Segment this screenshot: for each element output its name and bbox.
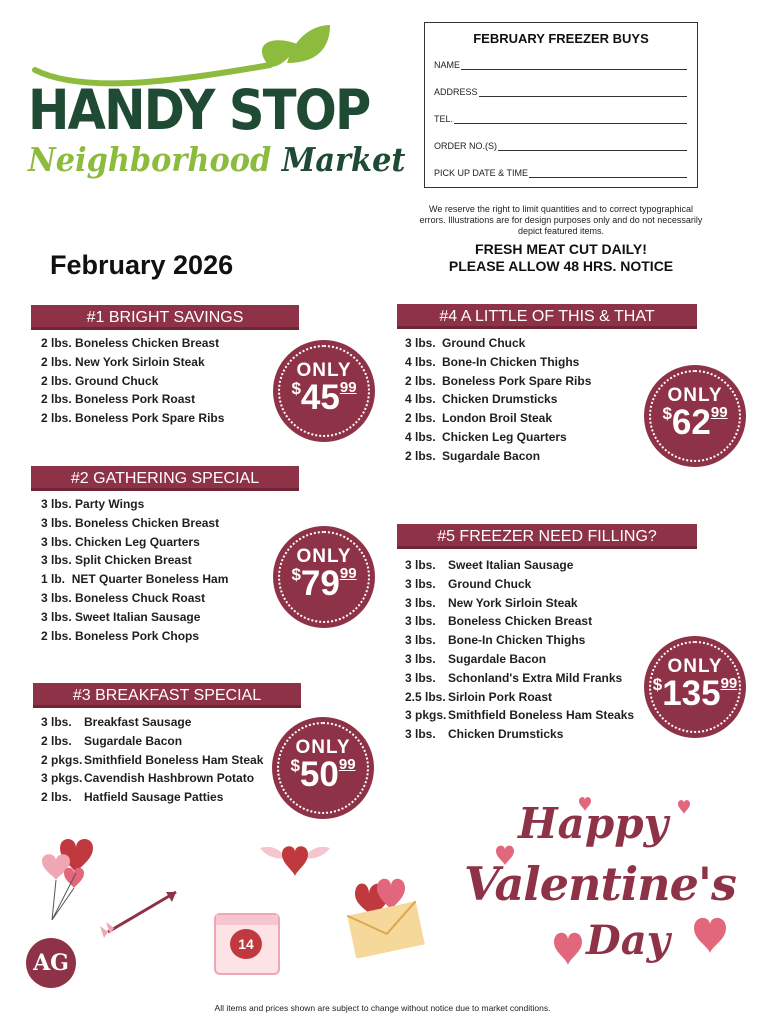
form-field-pickup[interactable]: PICK UP DATE & TIME [434,168,687,178]
logo-subtitle-a: Neighborhood [28,140,272,179]
list-item: 1 lb. NET Quarter Boneless Ham [41,572,229,587]
calendar-day: 14 [230,929,262,959]
section-5-list [405,556,634,744]
section-1-list [41,334,224,428]
list-item: 2 pkgs. Smithfield Boneless Ham Steak [41,752,264,767]
list-item: 3 lbs. New York Sirloin Steak [405,595,578,610]
list-item: 2 lbs. Sugardale Bacon [41,733,183,748]
brand-mark-badge: AG [26,938,76,988]
list-item: 2 lbs. Boneless Pork Roast [41,392,196,407]
list-item: 2 lbs. Boneless Pork Chops [41,628,200,643]
form-field-tel[interactable]: TEL. [434,114,687,124]
price-1: $4599 [291,378,357,417]
logo-title: HANDY STOP [28,78,370,142]
list-item: 4 lbs. Chicken Leg Quarters [405,429,567,444]
list-item: 4 lbs. Bone-In Chicken Thighs [405,354,580,369]
list-item: 2 lbs. Boneless Pork Spare Ribs [405,373,592,388]
price-2: $7999 [291,564,357,603]
list-item: 3 lbs. Split Chicken Breast [41,553,192,568]
list-item: 3 lbs. Boneless Chicken Breast [41,515,220,530]
section-2-list [41,495,228,645]
love-letter-icon [345,866,427,958]
list-item: 2 lbs. Ground Chuck [41,373,159,388]
list-item: 2 lbs. Boneless Pork Spare Ribs [41,411,225,426]
list-item: 3 lbs. Sugardale Bacon [405,651,547,666]
notice-line-1: FRESH MEAT CUT DAILY! [475,241,647,257]
section-4-header: #4 A LITTLE OF THIS & THAT [397,304,697,329]
list-item: 3 lbs. Chicken Drumsticks [405,727,564,742]
list-item: 4 lbs. Chicken Drumsticks [405,392,558,407]
section-1-header: #1 BRIGHT SAVINGS [31,305,299,330]
heart-balloons-icon [38,828,96,923]
list-item: 3 lbs. Breakfast Sausage [41,715,192,729]
list-item: 3 lbs. Ground Chuck [405,576,532,591]
section-4-list [405,334,591,466]
valentine-happy: Happy [518,799,669,848]
form-field-address[interactable]: ADDRESS [434,87,687,97]
footer-note: All items and prices shown are subject to change without notice due to market conditions. [214,1003,551,1013]
list-item: 3 lbs. Party Wings [41,497,145,511]
price-badge-3: ONLY $5099 [272,717,374,819]
valentine-day: Day [586,917,670,964]
valentine-greeting [460,795,750,975]
section-3-header: #3 BREAKFAST SPECIAL [33,683,301,708]
disclaimer: We reserve the right to limit quantities and to correct typographical errors. Illustrations are for design purposes only and do not necessarily depict featured items. [419,204,703,236]
list-item: 3 lbs. Boneless Chuck Roast [41,590,206,605]
form-field-name[interactable]: NAME [434,60,687,70]
logo-subtitle [28,140,406,179]
list-item: 3 lbs. Sweet Italian Sausage [405,558,574,572]
form-field-order-no[interactable]: ORDER NO.(S) [434,141,687,151]
section-2-header: #2 GATHERING SPECIAL [31,466,299,491]
valentine-valentines: Valentine's [464,857,736,911]
form-title: FEBRUARY FREEZER BUYS [473,31,649,46]
list-item: 2 lbs. New York Sirloin Steak [41,354,205,369]
price-badge-5: ONLY $13599 [644,636,746,738]
store-logo [25,25,406,200]
notice-line-2: PLEASE ALLOW 48 HRS. NOTICE [448,258,674,274]
list-item: 3 lbs. Sweet Italian Sausage [41,609,201,624]
list-item: 2.5 lbs. Sirloin Pork Roast [405,689,553,704]
section-3-list [41,713,263,807]
order-form [424,22,698,188]
month-title: February 2026 [50,250,234,280]
section-5-header: #5 FREEZER NEED FILLING? [397,524,697,549]
list-item: 3 pkgs. Smithfield Boneless Ham Steaks [405,708,635,723]
price-5: $13599 [652,674,738,713]
list-item: 3 lbs. Chicken Leg Quarters [41,534,200,549]
cupid-arrow-icon [96,880,188,942]
price-badge-4: ONLY $6299 [644,365,746,467]
price-3: $5099 [290,755,356,794]
price-badge-1: ONLY $4599 [273,340,375,442]
list-item: 3 pkgs. Cavendish Hashbrown Potato [41,771,255,786]
list-item: 2 lbs. Boneless Chicken Breast [41,336,220,350]
list-item: 3 lbs. Ground Chuck [405,336,526,350]
list-item: 3 lbs. Bone-In Chicken Thighs [405,633,586,648]
list-item: 3 lbs. Schonland's Extra Mild Franks [405,670,623,685]
price-4: $6299 [662,403,728,442]
fresh-meat-notice [418,241,704,275]
list-item: 2 lbs. London Broil Steak [405,411,553,426]
winged-heart-icon [256,838,334,880]
list-item: 2 lbs. Sugardale Bacon [405,448,541,463]
price-badge-2: ONLY $7999 [273,526,375,628]
list-item: 2 lbs. Hatfield Sausage Patties [41,790,224,805]
logo-subtitle-b: Market [281,140,406,179]
list-item: 3 lbs. Boneless Chicken Breast [405,614,593,629]
calendar-icon [214,913,280,975]
